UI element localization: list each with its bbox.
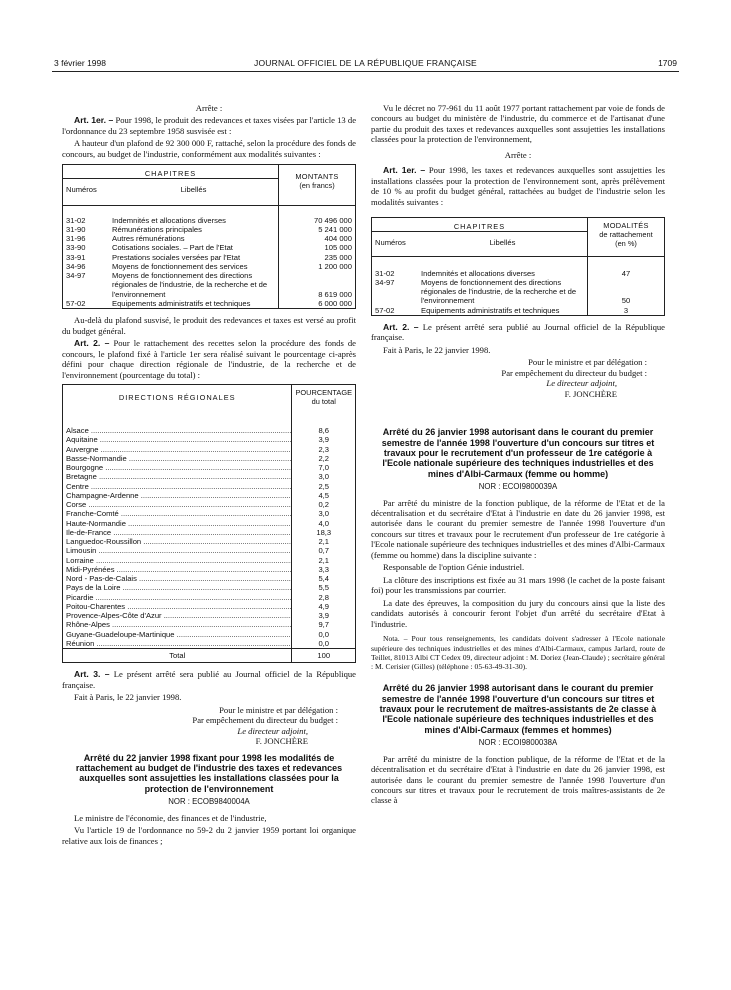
signature-block-right: Pour le ministre et par délégation : Par empêchement du directeur du budget : Le directeur adjoint, F. JONCHÈRE	[501, 357, 647, 399]
table-row	[63, 611, 356, 620]
chapter-label: Indemnités et allocations diverses	[112, 215, 226, 225]
region-percentage: 18,3	[292, 528, 356, 537]
region-name: Languedoc-Roussillon .....	[63, 537, 292, 546]
region-name: Provence-Alpes-Côte d'Azur .....	[63, 611, 292, 620]
fait-a-paris: Fait à Paris, le 22 janvier 1998.	[74, 692, 182, 703]
table-header-pourcentage: POURCENTAGE du total	[292, 385, 356, 413]
region-percentage: 2,2	[292, 454, 356, 463]
header-journal-title: JOURNAL OFFICIEL DE LA RÉPUBLIQUE FRANÇAISE	[254, 58, 477, 68]
region-percentage: 3,0	[292, 509, 356, 518]
chapter-label: Equipements administratifs et techniques	[112, 298, 251, 308]
table-row	[63, 630, 356, 639]
chapter-number: 33-91	[66, 252, 86, 262]
chapter-number: 31-02	[375, 268, 395, 278]
nor-reference-right-2: NOR : ECOI9800038A	[478, 738, 558, 748]
article-1-right: Art. 1er. – Pour 1998, les taxes et redevances auxquelles sont assujetties les installations classées pour la protection de l'environnement sont, après prélèvement de 10 % au profit du budget général, rattachées au budget de l'industrie selon les modalités suivantes :	[371, 165, 665, 207]
paragraph-professeur-1: Par arrêté du ministre de la fonction publique, de la réforme de l'Etat et de la décentralisation et du secrétaire d'Etat à l'industrie en date du 26 janvier 1998, est autorisée dans le courant du premier semestre de l'année 1998 l'ouverture d'un concours sur titres et travaux pour le recrutement d'un professeur de 1re catégorie à l'Ecole nationale supérieure des techniques industrielles et des mines d'Albi-Carmaux (femme ou homme) dans la discipline suivante :	[371, 497, 666, 560]
chapter-modality: 50	[588, 278, 665, 306]
region-name: Pays de la Loire .....	[63, 583, 292, 592]
nota-paragraph: Nota. – Pour tous renseignements, les candidats doivent s'adresser à l'Ecole nationale supérieure des techniques industrielles et des mines d'Albi-Carmaux, campus Jarlard, route de Teillet, 81013 Albi CT Cedex 09, directeur adjoint : M. Doriez (Jean-Claude) ; secrétaire général : M. Cerisier (Gilles) (téléphone : 05-63-49-31-30).	[371, 634, 665, 672]
table-row	[63, 454, 356, 463]
signature-block: Pour le ministre et par délégation : Par empêchement du directeur du budget : Le directeur adjoint, F. JONCHÈRE	[192, 704, 338, 747]
chapter-number: 34-97	[66, 271, 86, 281]
paragraph-professeur-3: La clôture des inscriptions est fixée au 31 mars 1998 (le cachet de la poste faisant foi) pour les transmissions par courrier.	[371, 574, 665, 596]
table-row	[372, 256, 665, 278]
chapter-number: 31-90	[66, 224, 86, 234]
table-header-chapitres-right: CHAPITRES	[453, 222, 506, 232]
chapter-amount: 5 241 000	[279, 225, 356, 234]
region-name: Basse-Normandie .....	[63, 454, 292, 463]
region-percentage: 3,3	[292, 565, 356, 574]
chapter-label: Cotisations sociales. – Part de l'Etat	[112, 243, 233, 253]
table-header-numeros-right: Numéros	[372, 232, 419, 256]
page-header	[52, 57, 679, 72]
region-name: Nord - Pas-de-Calais .....	[63, 574, 292, 583]
region-name: Ile-de-France .....	[63, 528, 292, 537]
region-name: Alsace .....	[63, 412, 292, 435]
region-name: Centre .....	[63, 482, 292, 491]
paragraph-ministre: Le ministre de l'économie, des finances et de l'industrie,	[74, 812, 267, 823]
arrete-title-22-janvier: Arrêté du 22 janvier 1998 fixant pour 1998 les modalités de rattachement au budget de l'industrie des taxes et redevances auxquelles sont assujetties les installations classées pour la protection de l'environnement	[75, 752, 343, 794]
chapter-label: Indemnités et allocations diverses	[421, 268, 535, 278]
chapter-label: Rémunérations principales	[112, 224, 202, 234]
chapter-number: 31-02	[66, 215, 86, 225]
chapter-number: 57-02	[66, 298, 86, 308]
modalities-table	[371, 217, 665, 316]
fait-a-paris-right: Fait à Paris, le 22 janvier 1998.	[383, 344, 491, 355]
region-name: Midi-Pyrénées .....	[63, 565, 292, 574]
left-column	[62, 103, 356, 848]
arrete-heading-right: Arrête :	[504, 149, 532, 160]
nor-reference: NOR : ECOB9840004A	[168, 797, 250, 807]
chapter-amount: 105 000	[279, 243, 356, 252]
chapter-number: 31-96	[66, 234, 86, 244]
chapter-amount: 1 200 000	[279, 262, 356, 271]
article-3: Art. 3. – Le présent arrêté sera publié au Journal officiel de la République française.	[62, 669, 356, 690]
region-name: Aquitaine .....	[63, 435, 292, 444]
chapter-amount: 70 496 000	[279, 205, 356, 225]
header-date: 3 février 1998	[54, 58, 106, 68]
region-percentage: 2,8	[292, 593, 356, 602]
table-row	[63, 299, 356, 309]
table-header-libelles-right: Libellés	[418, 232, 588, 256]
arrete-title-professeur: Arrêté du 26 janvier 1998 autorisant dans le courant du premier semestre de l'année 1998 l'ouverture d'un concours sur titres et travaux pour le recrutement d'un professeur de 1re catégorie à l'Ecole nationale supérieure des techniques industrielles et des mines d'Albi-Carmaux (femme ou homme)	[381, 427, 655, 479]
table-row	[63, 271, 356, 299]
regional-directions-table	[62, 384, 356, 663]
chapter-label: Moyens de fonctionnement des directions régionales de l'industrie, de la recherche et de l'environnement	[421, 277, 577, 306]
table-row	[63, 509, 356, 518]
region-percentage: 4,5	[292, 491, 356, 500]
table-row	[63, 593, 356, 602]
paragraph-vu: Vu l'article 19 de l'ordonnance no 59-2 du 2 janvier 1959 portant loi organique relative aux lois de finances ;	[62, 825, 356, 846]
table-header-modalites: MODALITÉS de rattachement (en %)	[588, 218, 665, 256]
region-name: Auvergne .....	[63, 445, 292, 454]
table-row	[63, 435, 356, 444]
region-percentage: 3,0	[292, 472, 356, 481]
chapters-amounts-table	[62, 164, 356, 309]
table-row	[63, 639, 356, 649]
chapter-label: Moyens de fonctionnement des directions régionales de l'industrie, de la recherche et de l'environnement	[112, 271, 268, 299]
table-row	[63, 445, 356, 454]
chapter-modality: 47	[588, 256, 665, 278]
chapter-label: Moyens de fonctionnement des services	[112, 261, 248, 271]
region-percentage: 3,9	[292, 611, 356, 620]
region-percentage: 5,5	[292, 583, 356, 592]
chapter-amount: 8 619 000	[279, 271, 356, 299]
nor-reference-right-1: NOR : ECOI9800039A	[478, 482, 558, 491]
region-name: Champagne-Ardenne .....	[63, 491, 292, 500]
table-row	[63, 253, 356, 262]
region-percentage: 9,7	[292, 620, 356, 629]
chapter-number: 57-02	[375, 305, 395, 315]
region-percentage: 8,6	[292, 412, 356, 435]
region-percentage: 5,4	[292, 574, 356, 583]
table-row	[63, 262, 356, 271]
table-header-chapitres: CHAPITRES	[144, 169, 197, 179]
region-percentage: 0,2	[292, 500, 356, 509]
table-row	[63, 491, 356, 500]
paragraph-professeur-4: La date des épreuves, la composition du jury du concours ainsi que la liste des candidats autorisés à concourir feront l'objet d'un arrêté du secrétaire d'Etat à l'industrie.	[371, 597, 665, 629]
region-percentage: 0,7	[292, 546, 356, 555]
article-1-paragraph: A hauteur d'un plafond de 92 300 000 F, rattaché, selon la procédure des fonds de concours, au budget de l'industrie, conformément aux modalités suivantes :	[62, 138, 356, 159]
region-percentage: 4,9	[292, 602, 356, 611]
region-name: Bourgogne .....	[63, 463, 292, 472]
table-row	[63, 500, 356, 509]
table-row	[372, 306, 665, 316]
region-name: Haute-Normandie .....	[63, 519, 292, 528]
arrete-heading: Arrête :	[195, 103, 223, 113]
region-percentage: 2,5	[292, 482, 356, 491]
table-row	[63, 602, 356, 611]
table-row	[63, 205, 356, 225]
table-row	[63, 583, 356, 592]
chapter-number: 34-96	[66, 261, 86, 271]
region-percentage: 0,0	[292, 639, 356, 649]
region-name: Corse .....	[63, 500, 292, 509]
table-row	[63, 225, 356, 234]
chapter-label: Autres rémunérations	[112, 234, 185, 244]
table-row	[63, 243, 356, 252]
table-header-libelles: Libellés	[109, 179, 279, 205]
region-percentage: 0,0	[292, 630, 356, 639]
table-header-numeros: Numéros	[63, 179, 110, 205]
region-percentage: 2,1	[292, 556, 356, 565]
region-name: Poitou-Charentes .....	[63, 602, 292, 611]
paragraph-maitres-assistants: Par arrêté du ministre de la fonction publique, de la réforme de l'Etat et de la décentralisation et du secrétaire d'Etat à l'industrie en date du 26 janvier 1998, est autorisée dans le courant du premier semestre de l'année 1998 l'ouverture d'un concours sur titres et travaux pour le recrutement de trois maîtres-assistants de 2e classe à	[371, 753, 665, 806]
header-page-number: 1709	[658, 58, 677, 68]
table-row	[63, 546, 356, 555]
region-name: Limousin .....	[63, 546, 292, 555]
region-name: Rhône-Alpes .....	[63, 620, 292, 629]
table-row	[63, 463, 356, 472]
chapter-amount: 235 000	[279, 253, 356, 262]
paragraph-professeur-2: Responsable de l'option Génie industriel.	[383, 562, 525, 573]
chapter-number: 34-97	[375, 277, 395, 287]
region-percentage: 2,3	[292, 445, 356, 454]
table-row	[63, 519, 356, 528]
article-2: Art. 2. – Pour le rattachement des recettes selon la procédure des fonds de concours, le plafond fixé à l'article 1er sera réalisé suivant le pourcentage ci-après défini pour chaque direction régionale de l'industrie, de la recherche et de l'environnement (pourcentage du total) :	[62, 338, 356, 380]
paragraph-vu-decret: Vu le décret no 77-961 du 11 août 1977 portant rattachement par voie de fonds de concours au budget du ministère de l'industrie, du commerce et de l'artisanat d'une partie du produit des taxes et redevances auxquelles sont assujetties les installations classées pour la protection de l'environnement,	[371, 103, 665, 145]
region-percentage: 3,9	[292, 435, 356, 444]
total-label: Total	[63, 649, 292, 663]
chapter-amount: 6 000 000	[279, 299, 356, 309]
table-row	[63, 412, 356, 435]
chapter-amount: 404 000	[279, 234, 356, 243]
region-percentage: 2,1	[292, 537, 356, 546]
table-header-montants: MONTANTS (en francs)	[279, 165, 356, 205]
region-name: Bretagne .....	[63, 472, 292, 481]
region-percentage: 4,0	[292, 519, 356, 528]
chapter-label: Prestations sociales versées par l'Etat	[112, 252, 241, 262]
chapter-label: Equipements administratifs et techniques	[421, 305, 560, 315]
table-row	[63, 565, 356, 574]
region-percentage: 7,0	[292, 463, 356, 472]
total-value: 100	[292, 649, 356, 663]
table-row	[63, 620, 356, 629]
article-2-right: Art. 2. – Le présent arrêté sera publié au Journal officiel de la République française.	[371, 321, 665, 343]
table-row	[63, 472, 356, 481]
right-column	[371, 103, 665, 808]
chapter-number: 33-90	[66, 243, 86, 253]
table-row	[63, 482, 356, 491]
arrete-title-maitres-assistants: Arrêté du 26 janvier 1998 autorisant dans le courant du premier semestre de l'année 1998 l'ouverture d'un concours sur titres et travaux pour le recrutement de maîtres-assistants de 2e classe à l'Ecole nationale supérieure des techniques industrielles et des mines d'Albi-Carmaux (femmes et hommes)	[379, 683, 657, 735]
table-row	[63, 528, 356, 537]
region-name: Picardie .....	[63, 593, 292, 602]
paragraph-au-dela: Au-delà du plafond susvisé, le produit des redevances et taxes est versé au profit du budget général.	[62, 315, 356, 336]
table-row	[63, 234, 356, 243]
region-name: Franche-Comté .....	[63, 509, 292, 518]
region-name: Guyane-Guadeloupe-Martinique .....	[63, 630, 292, 639]
region-name: Réunion .....	[63, 639, 292, 649]
table-row	[63, 537, 356, 546]
table-row	[63, 556, 356, 565]
table-row	[63, 574, 356, 583]
table-header-directions: DIRECTIONS RÉGIONALES	[118, 393, 236, 403]
chapter-modality: 3	[588, 306, 665, 316]
article-1: Art. 1er. – Pour 1998, le produit des redevances et taxes visées par l'article 13 de l'ordonnance du 23 septembre 1958 susvisée est :	[62, 115, 357, 136]
table-row	[372, 278, 665, 306]
region-name: Lorraine .....	[63, 556, 292, 565]
